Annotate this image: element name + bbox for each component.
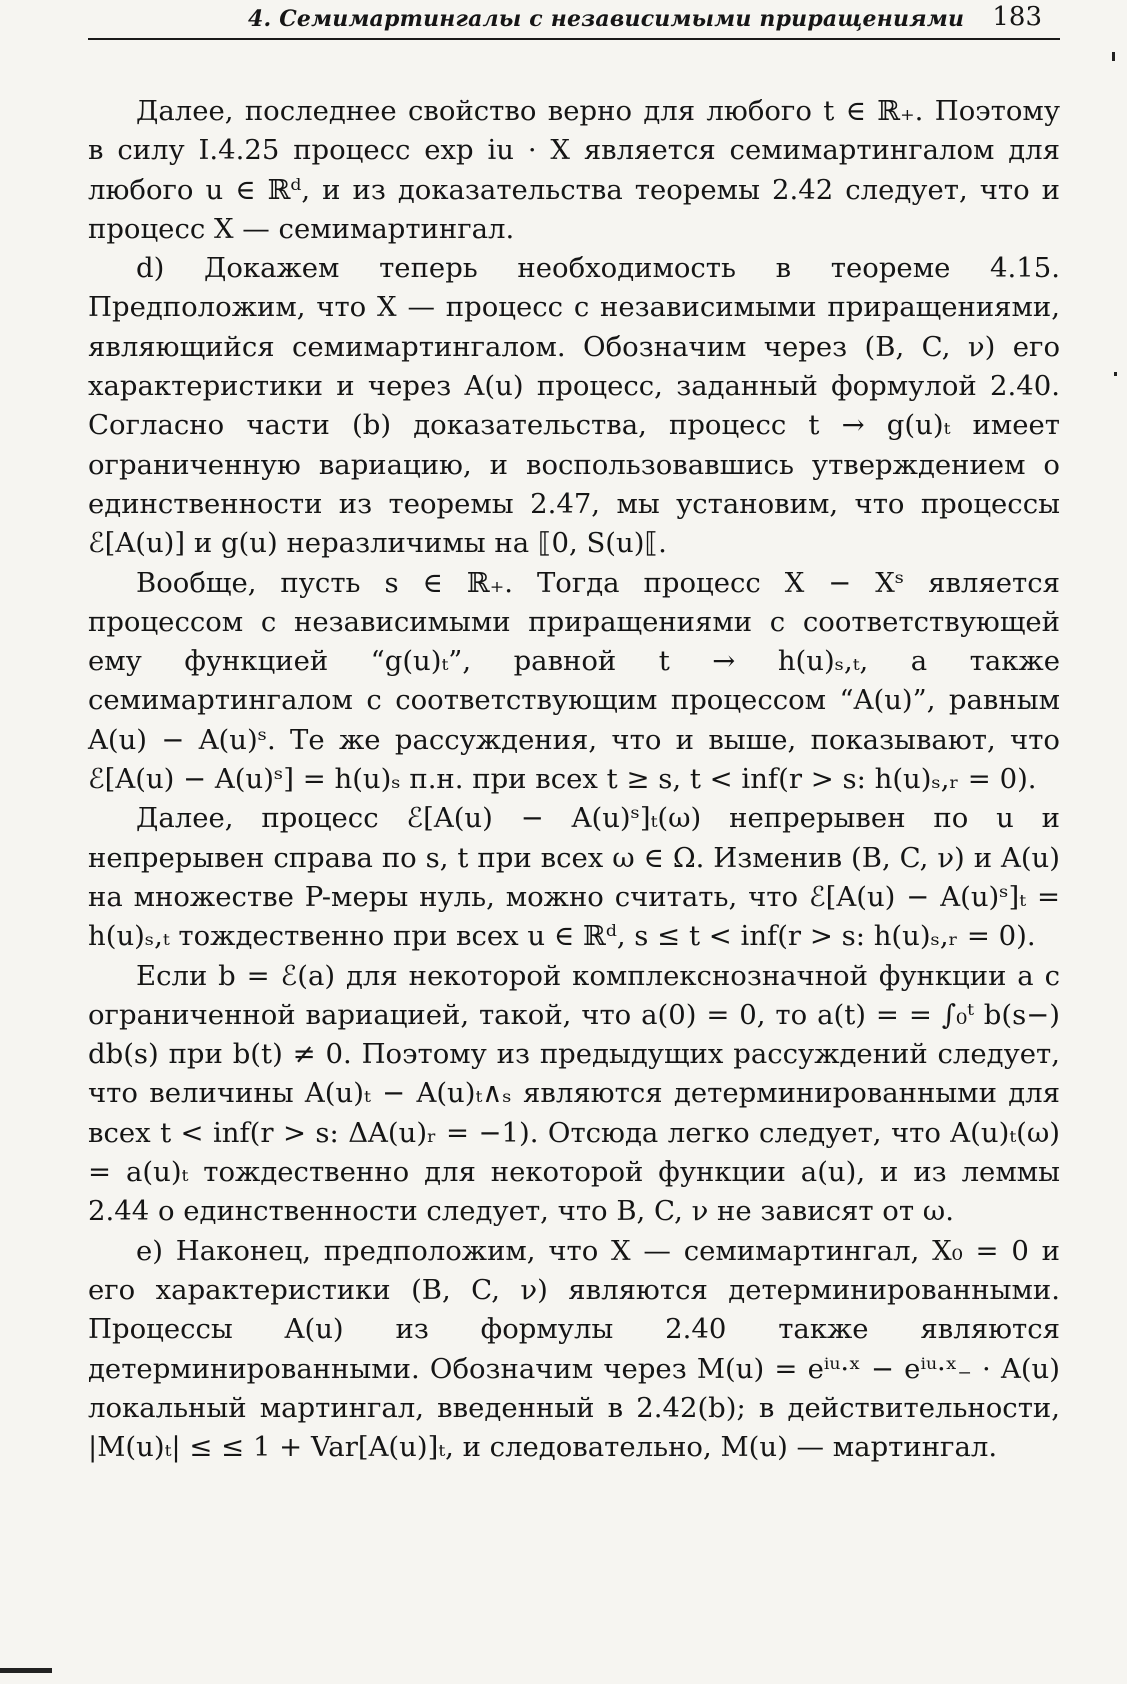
paragraph: d) Докажем теперь необходимость в теореме 4.15. Предположим, что X — процесс с независимыми приращениями, являющийся семимартингалом. Обозначим через (B, C, ν) его характеристики и через A(u) процесс, заданный формулой 2.40. Согласно части (b) доказательства, процесс t → g(u)ₜ имеет ограниченную вариацию, и воспользовавшись утверждением о единственности из теоремы 2.47, мы установим, что процессы ℰ[A(u)] и g(u) неразличимы на ⟦0, S(u)⟦. — [88, 252, 1060, 560]
scan-margin-mark — [1114, 372, 1117, 376]
paragraph: Если b = ℰ(a) для некоторой комплекснозначной функции a с ограниченной вариацией, такой, что a(0) = 0, то a(t) = = ∫₀ᵗ b(s−) db(s) при b(t) ≠ 0. Поэтому из предыдущих рассуждений следует, что величины A(u)ₜ − A(u)ₜ∧ₛ являются детерминированными для всех t < inf(r > s: ΔA(u)ᵣ = −1). Отсюда легко следует, что A(u)ₜ(ω) = a(u)ₜ тождественно для некоторой функции a(u), и из леммы 2.44 о единственности следует, что B, C, ν не зависят от ω. — [88, 959, 1060, 1228]
page-body — [88, 92, 1060, 1467]
running-title: 4. Семимартингалы с независимыми приращениями — [248, 6, 965, 32]
header-rule — [88, 38, 1060, 40]
paragraph: Далее, последнее свойство верно для любого t ∈ ℝ₊. Поэтому в силу I.4.25 процесс exp iu · X является семимартингалом для любого u ∈ ℝᵈ, и из доказательства теоремы 2.42 следует, что и процесс X — семимартингал. — [88, 95, 1060, 245]
paragraph: Вообще, пусть s ∈ ℝ₊. Тогда процесс X − Xˢ является процессом с независимыми приращениями с соответствующей ему функцией “g(u)ₜ”, равной t → h(u)ₛ,ₜ, а также семимартингалом с соответствующим процессом “A(u)”, равным A(u) − A(u)ˢ. Те же рассуждения, что и выше, показывают, что ℰ[A(u) − A(u)ˢ] = h(u)ₛ п.н. при всех t ≥ s, t < inf(r > s: h(u)ₛ,ᵣ = 0). — [88, 566, 1060, 796]
paragraph: Далее, процесс ℰ[A(u) − A(u)ˢ]ₜ(ω) непрерывен по u и непрерывен справа по s, t при всех ω ∈ Ω. Изменив (B, C, ν) и A(u) на множестве P-меры нуль, можно считать, что ℰ[A(u) − A(u)ˢ]ₜ = h(u)ₛ,ₜ тождественно при всех u ∈ ℝᵈ, s ≤ t < inf(r > s: h(u)ₛ,ᵣ = 0). — [88, 802, 1060, 953]
page-header — [88, 0, 1060, 42]
scan-margin-mark — [1112, 52, 1115, 61]
scan-edge-mark — [0, 1668, 52, 1673]
paragraph: e) Наконец, предположим, что X — семимартингал, X₀ = 0 и его характеристики (B, C, ν) являются детерминированными. Процессы A(u) из формулы 2.40 также являются детерминированными. Обозначим через M(u) = eⁱᵘ·ˣ − eⁱᵘ·ˣ₋ · A(u) локальный мартингал, введенный в 2.42(b); в действительности, |M(u)ₜ| ≤ ≤ 1 + Var[A(u)]ₜ, и следовательно, M(u) — мартингал. — [88, 1234, 1060, 1464]
page-number: 183 — [992, 2, 1042, 32]
